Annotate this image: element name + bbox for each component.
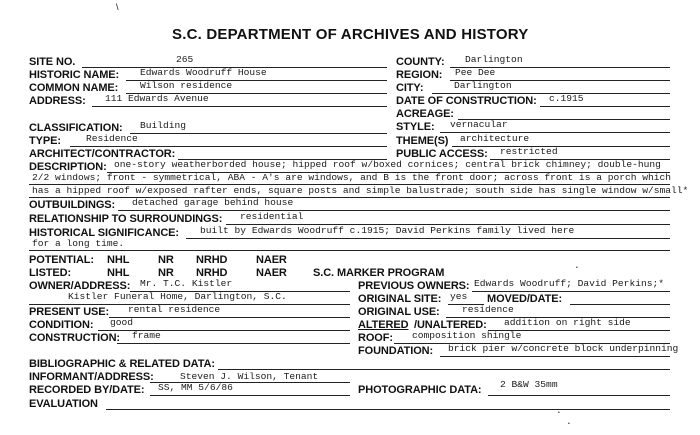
evaluation-label: EVALUATION [29, 398, 98, 410]
listed-naer: NAER [256, 267, 287, 279]
style-value: vernacular [450, 119, 508, 130]
previous-owners-label: PREVIOUS OWNERS: [358, 280, 470, 292]
city-value: Darlington [454, 80, 512, 91]
roof-label: ROOF: [358, 332, 393, 344]
date-construction-line [540, 106, 670, 107]
photographic-label: PHOTOGRAPHIC DATA: [358, 384, 482, 396]
condition-value: good [110, 317, 134, 328]
common-name-value: Wilson residence [140, 80, 233, 91]
present-use-value: rental residence [128, 304, 221, 315]
bibliography-line [218, 369, 670, 370]
public-access-label: PUBLIC ACCESS: [396, 148, 488, 160]
outbuildings-line [118, 210, 670, 211]
construction-label: CONSTRUCTION: [29, 332, 120, 344]
potential-nr: NR [158, 254, 174, 266]
present-use-label: PRESENT USE: [29, 306, 110, 318]
recorded-label: RECORDED BY/DATE: [29, 384, 145, 396]
roof-value: composition shingle [412, 330, 522, 341]
classification-label: CLASSIFICATION: [29, 122, 123, 134]
address-value: 111 Edwards Avenue [105, 93, 209, 104]
photographic-value: 2 B&W 35mm [500, 379, 558, 390]
potential-naer: NAER [256, 254, 287, 266]
architect-label: ARCHITECT/CONTRACTOR: [29, 148, 176, 160]
altered-label: ALTERED [358, 319, 409, 331]
description-line-3 [29, 197, 670, 198]
informant-label: INFORMANT/ADDRESS: [29, 371, 154, 383]
themes-line [452, 146, 670, 147]
original-use-value: residence [462, 304, 514, 315]
city-label: CITY: [396, 82, 424, 94]
previous-owners-value: Edwards Woodruff; David Perkins;* [474, 278, 664, 289]
recorded-line [150, 395, 350, 396]
unaltered-label: /UNALTERED: [414, 319, 487, 331]
original-site-label: ORIGINAL SITE: [358, 293, 442, 305]
altered-value: addition on right side [504, 317, 631, 328]
historic-name-label: HISTORIC NAME: [29, 69, 120, 81]
type-line [70, 146, 387, 147]
foundation-value: brick pier w/concrete block underpinning [448, 343, 679, 354]
site-no-label: SITE NO. [29, 56, 76, 68]
foundation-label: FOUNDATION: [358, 345, 434, 357]
condition-label: CONDITION: [29, 319, 94, 331]
region-value: Pee Dee [455, 67, 496, 78]
foundation-line [440, 356, 670, 357]
stray-mark: \ [116, 2, 119, 12]
region-label: REGION: [396, 69, 443, 81]
listed-nr: NR [158, 267, 174, 279]
relationship-value: residential [240, 211, 304, 222]
form-title: S.C. DEPARTMENT OF ARCHIVES AND HISTORY [172, 26, 529, 43]
historic-name-value: Edwards Woodruff House [140, 67, 267, 78]
potential-nrhd: NRHD [196, 254, 228, 266]
themes-value: architecture [460, 133, 530, 144]
recorded-value: SS, MM 5/6/86 [158, 382, 233, 393]
outbuildings-value: detached garage behind house [132, 197, 294, 208]
dot-mark-3: · [566, 418, 572, 429]
description-text-2: 2/2 windows; front - symmetrical, ABA - A's are windows, and B is the front door; across front is a porch which [32, 172, 672, 183]
date-construction-label: DATE OF CONSTRUCTION: [396, 95, 537, 107]
address-line [92, 106, 387, 107]
common-name-label: COMMON NAME: [29, 82, 119, 94]
date-construction-value: c.1915 [549, 93, 584, 104]
original-use-label: ORIGINAL USE: [358, 306, 440, 318]
informant-value: Steven J. Wilson, Tenant [180, 371, 319, 382]
classification-value: Building [140, 120, 187, 131]
evaluation-line [106, 409, 670, 410]
photographic-line [488, 395, 670, 396]
historical-significance-line-1 [186, 238, 670, 239]
potential-nhl: NHL [107, 254, 130, 266]
themes-label: THEME(S) [396, 135, 449, 147]
listed-label: LISTED: [29, 267, 72, 279]
site-no-value: 265 [176, 54, 194, 65]
historical-significance-line-2 [29, 250, 670, 251]
dot-mark-1: · [574, 262, 580, 273]
listed-nrhd: NRHD [196, 267, 228, 279]
owner-label: OWNER/ADDRESS: [29, 280, 131, 292]
address-label: ADDRESS: [29, 95, 86, 107]
previous-owners-line [472, 291, 670, 292]
type-label: TYPE: [29, 135, 61, 147]
description-label: DESCRIPTION: [29, 161, 107, 173]
style-label: STYLE: [396, 121, 435, 133]
present-use-line [109, 317, 350, 318]
moved-date-label: MOVED/DATE: [487, 293, 563, 305]
relationship-label: RELATIONSHIP TO SURROUNDINGS: [29, 213, 223, 225]
original-site-value: yes [450, 291, 468, 302]
county-value: Darlington [465, 54, 523, 65]
public-access-value: restricted [500, 146, 558, 157]
county-label: COUNTY: [396, 56, 445, 68]
acreage-label: ACREAGE: [396, 108, 454, 120]
historical-significance-text-2: for a long time. [32, 238, 125, 249]
classification-line [130, 133, 387, 134]
description-text-3: has a hipped roof w/exposed rafter ends, square posts and simple balustrade; south side has single window w/small* [32, 185, 689, 196]
outbuildings-label: OUTBUILDINGS: [29, 199, 116, 211]
historical-significance-label: HISTORICAL SIGNIFICANCE: [29, 227, 179, 239]
construction-value: frame [132, 330, 161, 341]
owner-text-2: Kistler Funeral Home, Darlington, S.C. [68, 291, 287, 302]
description-text-1: one-story weatherborded house; hipped roof w/boxed cornices; central brick chimney; double-hung [114, 159, 661, 170]
marker-program: S.C. MARKER PROGRAM [313, 267, 445, 279]
moved-date-line [570, 304, 670, 305]
historical-significance-text-1: built by Edwards Woodruff c.1915; David Perkins family lived here [200, 225, 575, 236]
construction-line [117, 343, 350, 344]
potential-label: POTENTIAL: [29, 254, 94, 266]
bibliography-label: BIBLIOGRAPHIC & RELATED DATA: [29, 358, 215, 370]
listed-nhl: NHL [107, 267, 130, 279]
type-value: Residence [86, 133, 138, 144]
owner-text-1: Mr. T.C. Kistler [140, 278, 233, 289]
dot-mark-2: · [556, 407, 562, 418]
